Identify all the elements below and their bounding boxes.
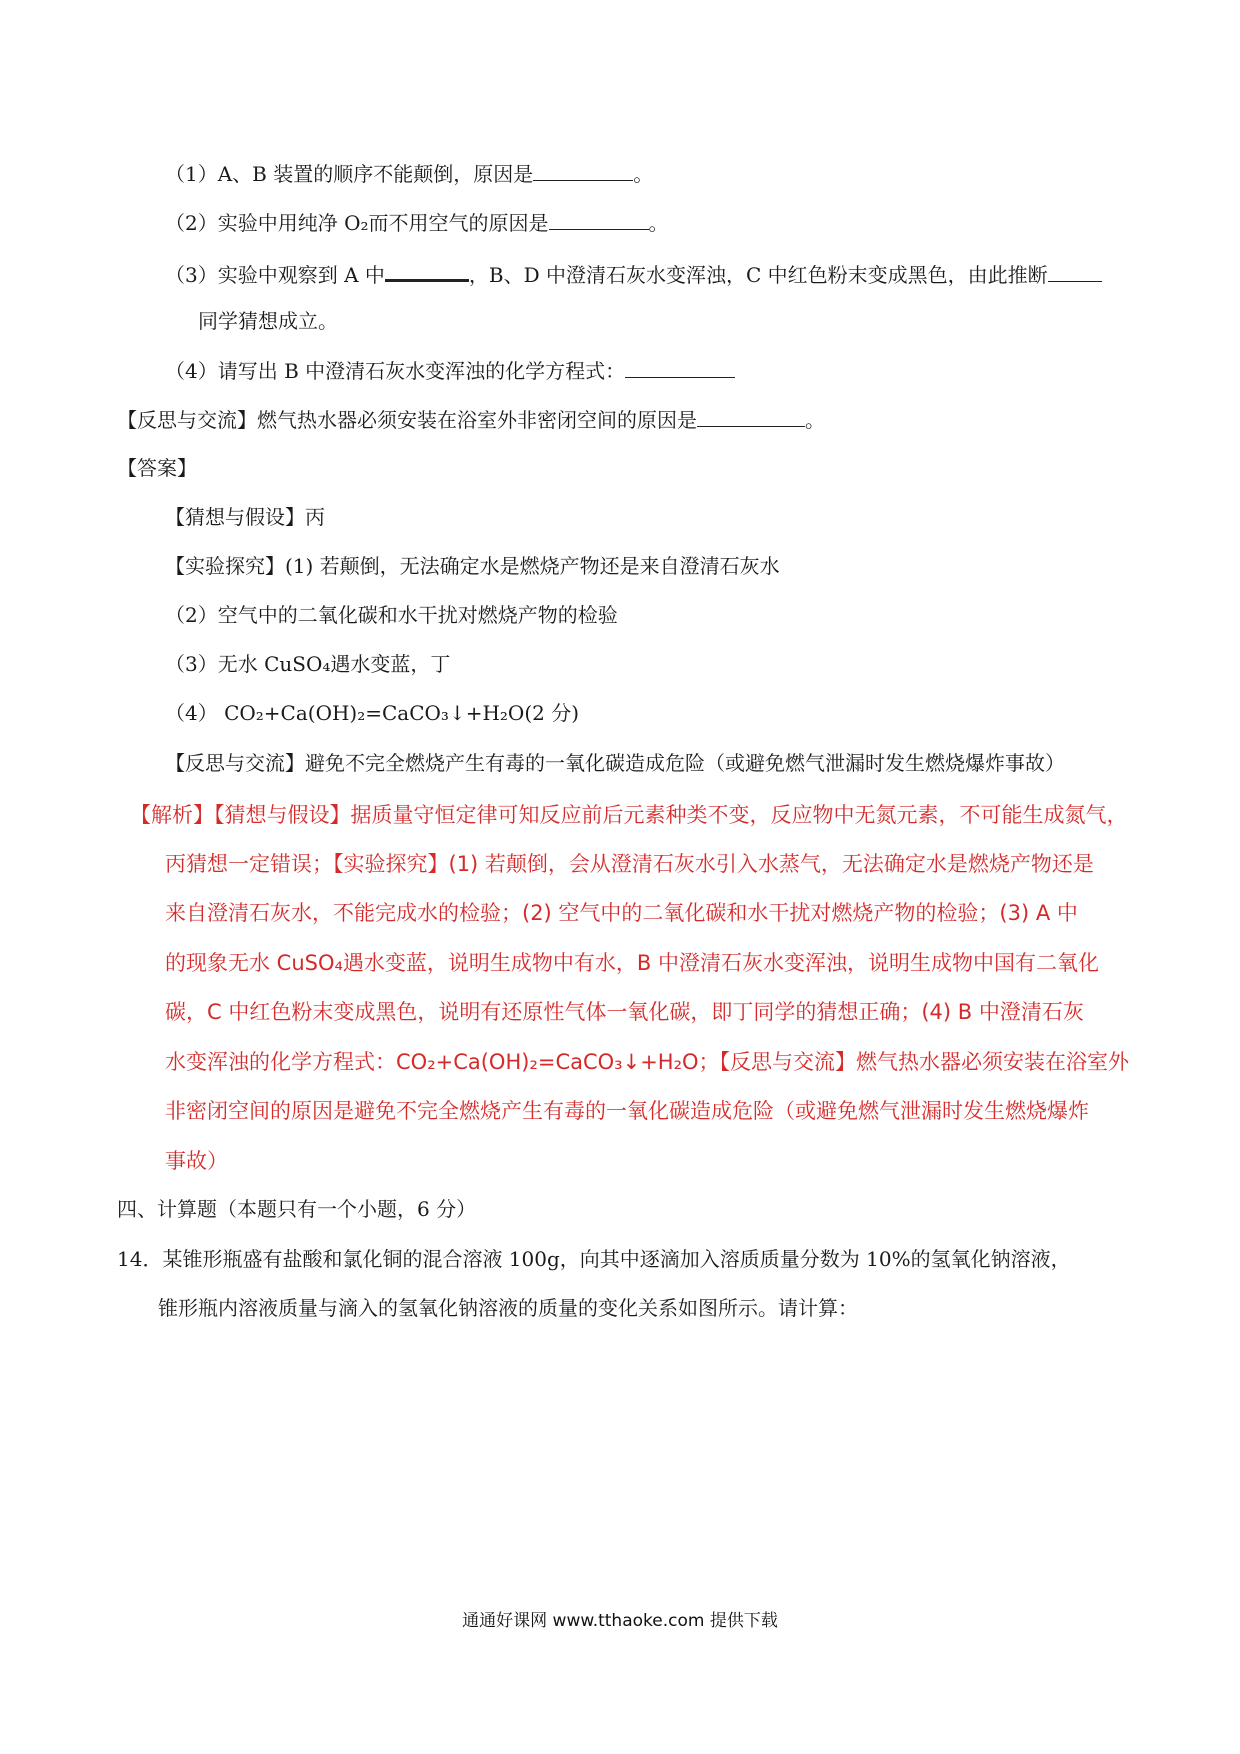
- answer-explore-3: （3）无水 CuSO₄遇水变蓝，丁: [165, 652, 451, 676]
- answer-reflection: 【反思与交流】避免不完全燃烧产生有毒的一氧化碳造成危险（或避免燃气泄漏时发生燃烧爆炸事故）: [165, 751, 1065, 775]
- analysis-line-8: 事故）: [165, 1149, 228, 1173]
- question-1-end: 。: [633, 162, 654, 186]
- question-1-text: （1）A、B 装置的顺序不能颠倒，原因是: [165, 162, 534, 186]
- question-3-continued: 同学猜想成立。: [198, 309, 338, 333]
- answer-blank-3b[interactable]: [1048, 261, 1102, 282]
- answer-blank-5[interactable]: [697, 406, 805, 427]
- section-4-heading: 四、计算题（本题只有一个小题，6 分）: [117, 1197, 477, 1221]
- answer-blank-1[interactable]: [533, 160, 633, 181]
- answer-explore-4: （4） CO₂+Ca(OH)₂=CaCO₃↓+H₂O(2 分): [165, 701, 580, 725]
- question-2-end: 。: [648, 211, 669, 235]
- analysis-line-5: 碳，C 中红色粉末变成黑色，说明有还原性气体一氧化碳，即丁同学的猜想正确；(4) B 中澄清石灰: [165, 1000, 1084, 1024]
- analysis-line-7: 非密闭空间的原因是避免不完全燃烧产生有毒的一氧化碳造成危险（或避免燃气泄漏时发生燃烧爆炸: [165, 1099, 1089, 1123]
- answer-explore-1: 【实验探究】(1) 若颠倒，无法确定水是燃烧产物还是来自澄清石灰水: [165, 554, 780, 578]
- analysis-line-4: 的现象无水 CuSO₄遇水变蓝，说明生成物中有水，B 中澄清石灰水变浑浊，说明生成物中国有二氧化: [165, 951, 1100, 975]
- page-footer: 通通好课网 www.tthaoke.com 提供下载: [462, 1611, 778, 1631]
- question-2: [165, 209, 669, 236]
- analysis-line-2: 丙猜想一定错误；【实验探究】(1) 若颠倒，会从澄清石灰水引入水蒸气，无法确定水是燃烧产物还是: [165, 852, 1094, 876]
- question-2-text: （2）实验中用纯净 O₂而不用空气的原因是: [165, 211, 549, 235]
- answer-heading: 【答案】: [117, 456, 197, 480]
- question-3-text: （3）实验中观察到 A 中: [165, 263, 385, 287]
- question-1: [165, 160, 653, 187]
- question-reflection-text: 【反思与交流】燃气热水器必须安装在浴室外非密闭空间的原因是: [117, 408, 697, 432]
- analysis-line-6: 水变浑浊的化学方程式：CO₂+Ca(OH)₂=CaCO₃↓+H₂O；【反思与交流】燃气热水器必须安装在浴室外: [165, 1050, 1130, 1074]
- question-4-text: （4）请写出 B 中澄清石灰水变浑浊的化学方程式：: [165, 359, 626, 383]
- answer-blank-2[interactable]: [549, 209, 649, 230]
- question-3: [165, 259, 1102, 288]
- question-14-line-2: 锥形瓶内溶液质量与滴入的氢氧化钠溶液的质量的变化关系如图所示。请计算：: [158, 1296, 858, 1320]
- answer-blank-4[interactable]: [625, 357, 735, 378]
- question-reflection-end: 。: [805, 408, 825, 432]
- question-4: [165, 357, 735, 384]
- question-3-middle: ，B、D 中澄清石灰水变浑浊，C 中红色粉末变成黑色，由此推断: [468, 263, 1048, 287]
- question-14-line-1: 14．某锥形瓶盛有盐酸和氯化铜的混合溶液 100g，向其中逐滴加入溶质质量分数为 10%的氢氧化钠溶液，: [117, 1247, 1071, 1271]
- analysis-line-3: 来自澄清石灰水，不能完成水的检验；(2) 空气中的二氧化碳和水干扰对燃烧产物的检验；(3) A 中: [165, 901, 1078, 925]
- analysis-line-1: 【解析】【猜想与假设】据质量守恒定律可知反应前后元素种类不变，反应物中无氮元素，不可能生成氮气，: [130, 803, 1128, 827]
- answer-blank-3a[interactable]: [385, 259, 469, 282]
- answer-guess: 【猜想与假设】丙: [165, 505, 325, 529]
- question-reflection: [117, 406, 825, 433]
- answer-explore-2: （2）空气中的二氧化碳和水干扰对燃烧产物的检验: [165, 603, 618, 627]
